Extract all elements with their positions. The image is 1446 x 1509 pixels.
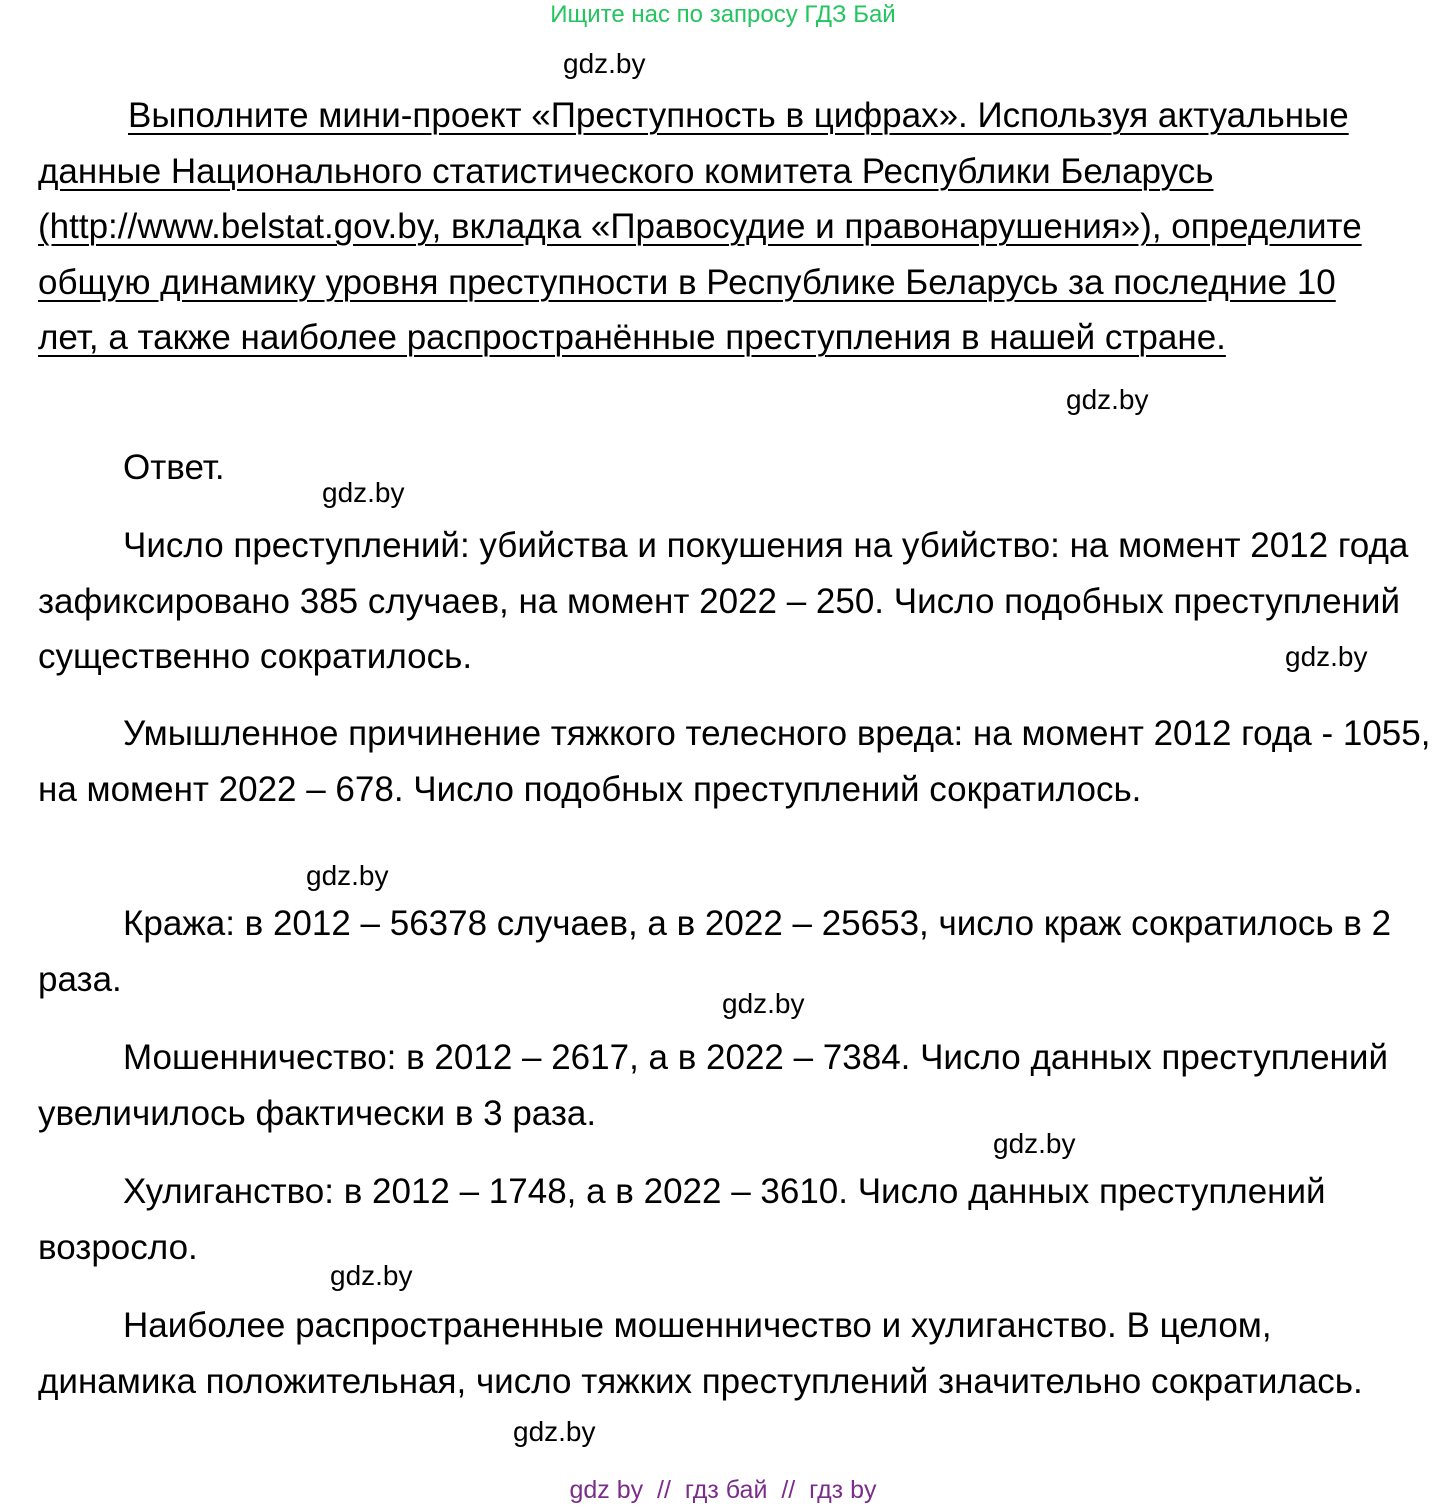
search-banner: Ищите нас по запросу ГДЗ Бай (550, 1, 896, 28)
footer-links: gdz by // гдз бай // гдз by (569, 1476, 877, 1504)
watermark: gdz.by (1066, 384, 1149, 415)
paragraph-harm: Умышленное причинение тяжкого телесного вреда: на момент 2012 года - 1055, на момент 2022 – 678. Число подобных преступлений сократилось. (38, 714, 1431, 809)
paragraph-theft: Кража: в 2012 – 56378 случаев, а в 2022 – 25653, число краж сократилось в 2 раза. (38, 904, 1392, 999)
watermark: gdz.by (306, 860, 389, 891)
paragraph-conclusion: Наиболее распространенные мошенничество и хулиганство. В целом, динамика положительная, число тяжких преступлений значительно сократилась. (38, 1306, 1363, 1401)
task-text (38, 88, 1398, 366)
paragraph-fraud: Мошенничество: в 2012 – 2617, а в 2022 – 7384. Число данных преступлений увеличилось фактически в 3 раза. (38, 1038, 1388, 1133)
paragraph-hooliganism: Хулиганство: в 2012 – 1748, а в 2022 – 3610. Число данных преступлений возросло. (38, 1172, 1326, 1267)
task-body: Выполните мини-проект «Преступность в цифрах». Используя актуальные данные Национального статистического комитета Республики Беларусь (http://www.belstat.gov.by, вкладка «Правосудие и правонарушения»), определите общую динамику уровня преступности в Республике Беларусь за последние 10 лет, а также наиболее распространённые преступления в нашей стране. (38, 96, 1362, 357)
watermark: gdz.by (322, 477, 405, 508)
watermark: gdz.by (563, 48, 646, 79)
watermark: gdz.by (993, 1128, 1076, 1159)
watermark: gdz.by (330, 1260, 413, 1291)
watermark: gdz.by (513, 1416, 596, 1447)
paragraph-murders: Число преступлений: убийства и покушения на убийство: на момент 2012 года зафиксировано 385 случаев, на момент 2022 – 250. Число подобных преступлений существенно сократилось. (38, 526, 1409, 676)
answer-label: Ответ. (123, 448, 225, 487)
watermark: gdz.by (722, 988, 805, 1019)
watermark: gdz.by (1285, 641, 1368, 672)
